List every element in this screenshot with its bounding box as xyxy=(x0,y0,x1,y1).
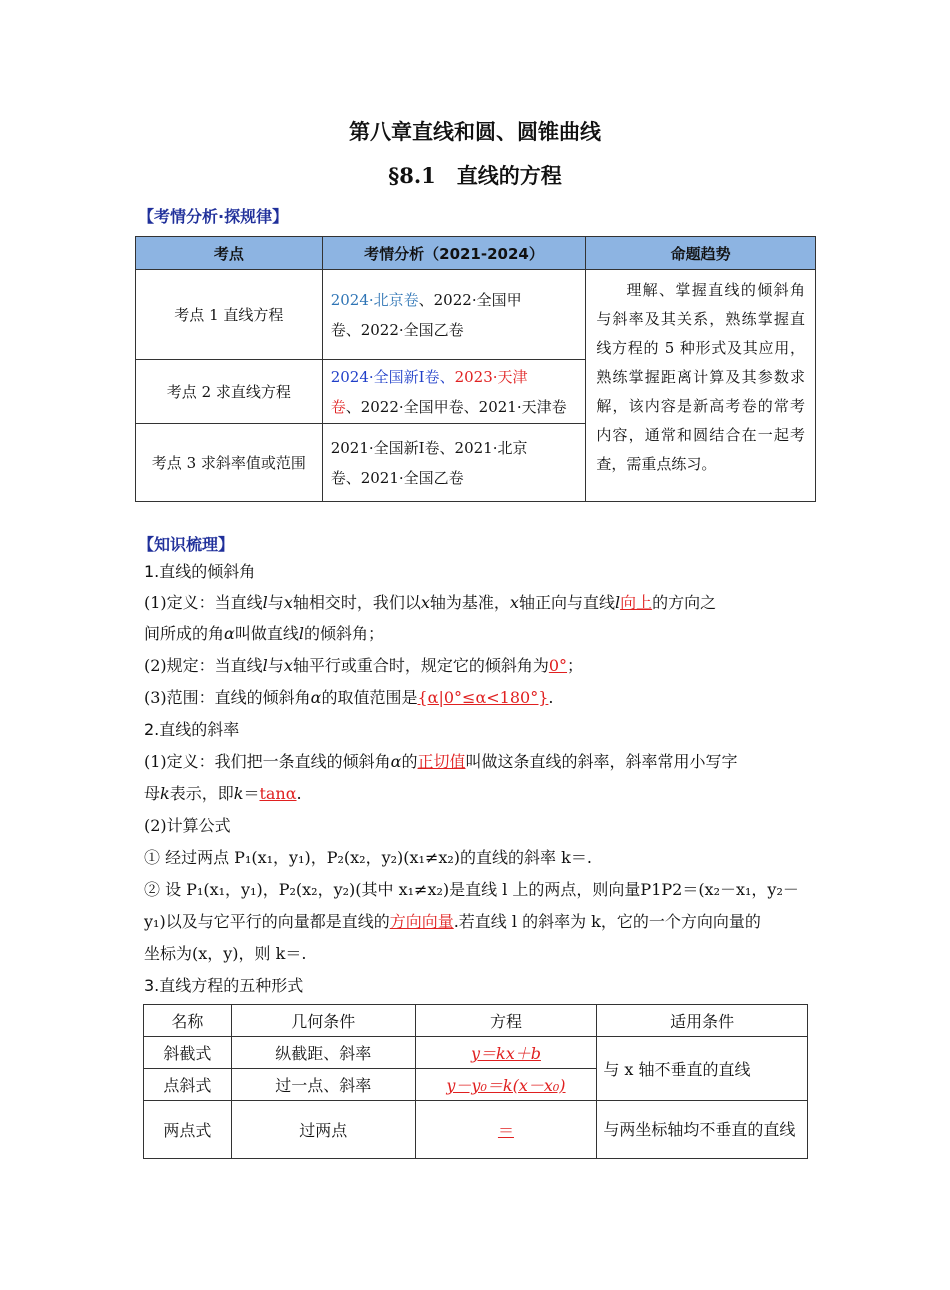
form-condition: 过两点 xyxy=(231,1101,415,1159)
text-line: (2)计算公式 xyxy=(144,816,231,835)
topic-cell: 考点 1 直线方程 xyxy=(136,270,323,360)
table-row xyxy=(144,1101,808,1159)
analysis-cell xyxy=(322,424,586,502)
subsection-heading: 2.直线的斜率 xyxy=(144,720,240,739)
form-condition: 纵截距、斜率 xyxy=(231,1037,415,1069)
answer-blank: 方向向量 xyxy=(389,912,454,931)
exam-ref: 卷 xyxy=(330,397,346,416)
form-equation: y＝kx＋b xyxy=(415,1037,597,1069)
trend-cell: 理解、掌握直线的倾斜角与斜率及其关系，熟练掌握直线方程的 5 种形式及其应用，熟练掌握距离计算及其参数求解，该内容是新高考卷的常考内容，通常和圆结合在一起考查，需重点练习。 xyxy=(586,270,816,502)
text-line: 坐标为(x，y)，则 k＝. xyxy=(144,944,307,963)
text-line: (2)规定：当直线l与x轴平行或重合时，规定它的倾斜角为0°； xyxy=(144,656,584,675)
text-line: ② 设 P₁(x₁，y₁)，P₂(x₂，y₂)(其中 x₁≠x₂)是直线 l 上的两点，则向量P1P2＝(x₂－x₁，y₂－ xyxy=(144,880,799,899)
topic-cell: 考点 2 求直线方程 xyxy=(136,360,323,424)
text-line: y₁)以及与它平行的向量都是直线的方向向量.若直线 l 的斜率为 k，它的一个方向向量的 xyxy=(144,912,761,931)
column-header: 适用条件 xyxy=(597,1005,808,1037)
text-line: ① 经过两点 P₁(x₁，y₁)，P₂(x₂，y₂)(x₁≠x₂)的直线的斜率 k＝. xyxy=(144,848,592,867)
answer-blank: 向上 xyxy=(620,593,653,612)
subsection-heading: 3.直线方程的五种形式 xyxy=(144,976,304,995)
answer-blank: tanα xyxy=(259,784,297,803)
form-equation: ＝ xyxy=(415,1101,597,1159)
column-header: 名称 xyxy=(144,1005,232,1037)
column-header: 考情分析（2021-2024） xyxy=(322,237,586,270)
exam-ref: 2021·全国新Ⅰ卷、2021·北京 xyxy=(330,438,528,457)
text-line: 母k表示，即k＝tanα. xyxy=(144,784,302,803)
topic-cell: 考点 3 求斜率值或范围 xyxy=(136,424,323,502)
exam-ref: 2023·天津 xyxy=(454,367,528,386)
text-line: (3)范围：直线的倾斜角α的取值范围是{α|0°≤α<180°}. xyxy=(144,688,554,707)
subsection-heading: 1.直线的倾斜角 xyxy=(144,562,256,581)
form-equation: y－y₀＝k(x－x₀) xyxy=(415,1069,597,1101)
chapter-title: 第八章直线和圆、圆锥曲线 xyxy=(349,119,601,144)
analysis-cell xyxy=(322,360,586,424)
exam-ref: 、2022·全国甲 xyxy=(418,290,522,309)
exam-ref: 卷、2022·全国乙卷 xyxy=(330,320,464,339)
text-line: (1)定义：我们把一条直线的倾斜角α的正切值叫做这条直线的斜率，斜率常用小写字 xyxy=(144,752,738,771)
section-title: §8.1 直线的方程 xyxy=(388,163,562,188)
table-header-row xyxy=(144,1005,808,1037)
exam-ref: 卷、2021·全国乙卷 xyxy=(330,468,464,487)
knowledge-heading: 【知识梳理】 xyxy=(138,535,235,554)
exam-ref: 、2022·全国甲卷、2021·天津卷 xyxy=(345,397,567,416)
answer-blank: {α|0°≤α<180°} xyxy=(417,688,549,707)
table-row xyxy=(136,270,816,360)
form-condition: 过一点、斜率 xyxy=(231,1069,415,1101)
column-header: 方程 xyxy=(415,1005,597,1037)
answer-blank: 正切值 xyxy=(417,752,466,771)
form-applicability: 与 x 轴不垂直的直线 xyxy=(597,1037,808,1101)
table-row xyxy=(144,1037,808,1069)
text-line: (1)定义：当直线l与x轴相交时，我们以x轴为基准，x轴正向与直线l向上的方向之 xyxy=(144,593,717,612)
analysis-cell xyxy=(322,270,586,360)
table-header-row xyxy=(136,237,816,270)
form-applicability: 与两坐标轴均不垂直的直线 xyxy=(597,1101,808,1159)
form-name: 斜截式 xyxy=(144,1037,232,1069)
line-forms-table xyxy=(143,1004,808,1159)
exam-ref: 、 xyxy=(439,367,455,386)
text-line: 间所成的角α叫做直线l的倾斜角； xyxy=(144,624,384,643)
exam-analysis-heading: 【考情分析·探规律】 xyxy=(138,207,289,226)
form-name: 两点式 xyxy=(144,1101,232,1159)
column-header: 考点 xyxy=(136,237,323,270)
exam-analysis-table xyxy=(135,236,816,502)
exam-ref: 2024·北京卷 xyxy=(330,290,419,309)
exam-ref: 2024·全国新Ⅰ卷 xyxy=(330,367,440,386)
column-header: 命题趋势 xyxy=(586,237,816,270)
form-name: 点斜式 xyxy=(144,1069,232,1101)
answer-blank: 0° xyxy=(548,656,568,675)
column-header: 几何条件 xyxy=(231,1005,415,1037)
